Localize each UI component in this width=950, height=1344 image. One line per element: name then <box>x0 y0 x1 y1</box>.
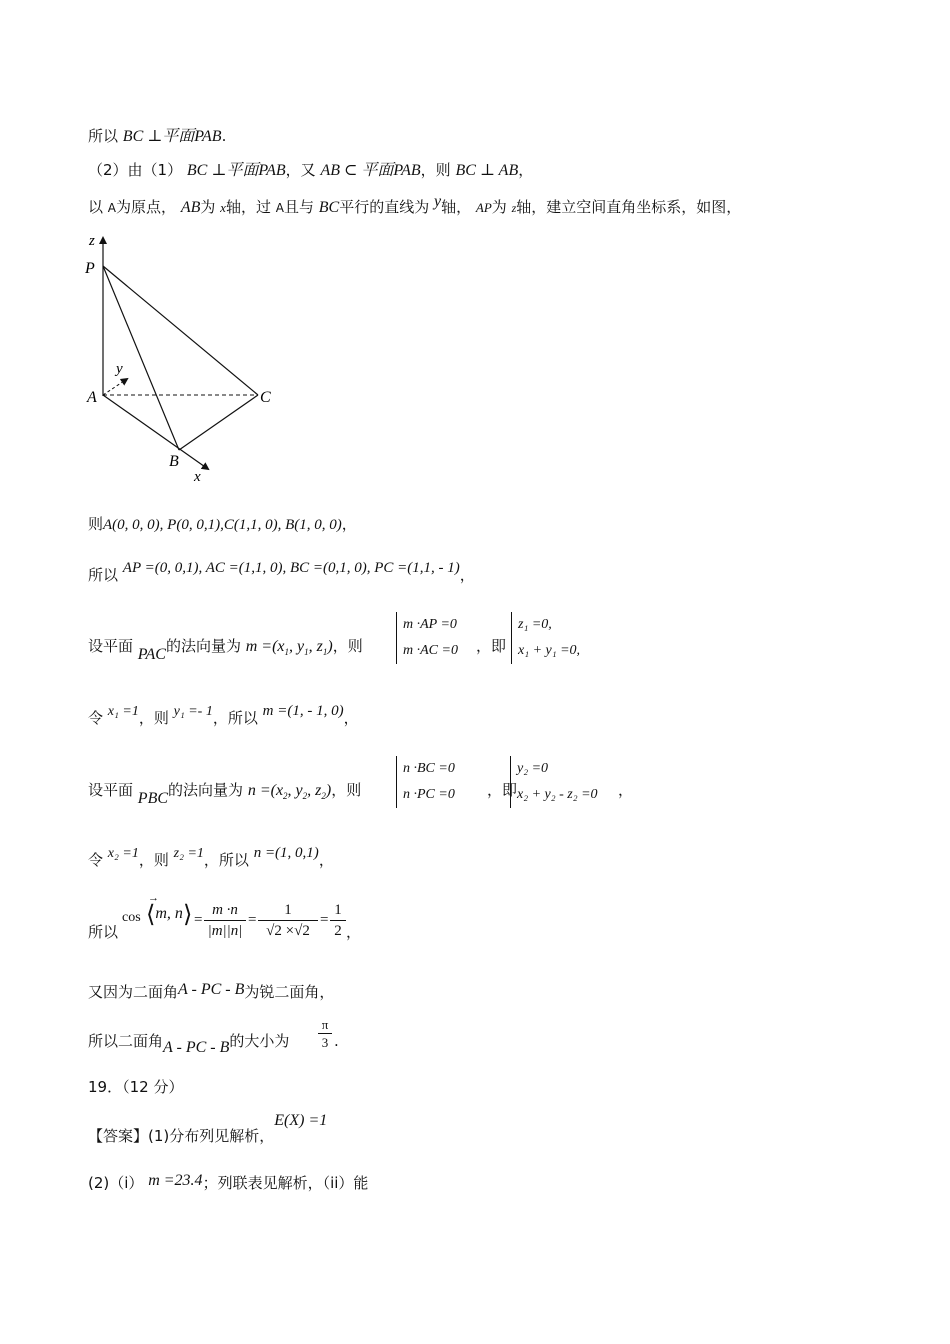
label-y: y <box>116 361 123 377</box>
line-10-end: ， <box>346 923 362 941</box>
line-9: 令 x₂ =1，则 z₂ =1，所以 n =(1, 0,1)， <box>88 845 334 869</box>
edge-bc <box>179 395 258 450</box>
label-x: x <box>194 469 201 485</box>
vector-arrow-icon: → <box>148 892 159 904</box>
y-axis <box>103 379 127 395</box>
label-a: A <box>87 389 97 406</box>
line-5: 所以 AP =(0, 0,1), AC =(1,1, 0), BC =(0,1, 0), PC =(1,1, - 1)， <box>88 560 475 584</box>
line-10-label: 所以 <box>88 923 119 941</box>
fraction-half: $\frac{1}{2}$ <box>330 900 346 941</box>
cos-angle: → ⟨m, n⟩ <box>146 892 193 928</box>
line-14: 【答案】(1)分布列见解析，E(X) =1 <box>88 1112 328 1145</box>
eq-3: = <box>320 912 329 928</box>
line-7: 令 x₁ =1，则 y₁ =- 1，所以 m =(1, - 1, 0)， <box>88 703 359 727</box>
label-c: C <box>260 389 271 406</box>
fraction-sqrt: $\frac{1}{√2 \times√2}$ <box>258 900 318 941</box>
system-pac-2: z₁ =0, x₁ + y₁ =0, <box>511 612 580 664</box>
line-8-end: ， <box>618 781 634 799</box>
label-p: P <box>85 260 95 277</box>
system-pbc-1: n ·BC =0 n ·PC =0 <box>396 756 455 808</box>
line-8: 设平面 PBC的法向量为 $n =(x_2$, $y_2$, $z_2$)，则 <box>88 781 362 807</box>
edge-pc <box>103 266 258 395</box>
tetrahedron-figure <box>82 228 272 490</box>
system-pbc-2: y₂ =0 x₂ + y₂ - z₂ =0 <box>510 756 598 808</box>
line-3: 以 A为原点， AB为 x轴，过 A且与 BC平行的直线为 y轴， AP为 z轴，建立空间直角坐标系，如图， <box>88 193 742 216</box>
cos-label: cos <box>122 910 141 925</box>
line-12-end: . <box>334 1032 339 1050</box>
line-6-ji: ，即 <box>476 637 507 655</box>
line-13: 19．（12 分） <box>88 1078 184 1096</box>
label-z: z <box>89 233 95 249</box>
x-axis <box>103 395 208 469</box>
line-11: 又因为二面角A - PC - B为锐二面角， <box>88 981 335 1001</box>
fraction-mn: $\frac{m \cdot n}{|m||n|}$ <box>204 900 246 941</box>
line-8-ji: ，即 <box>487 781 518 799</box>
line-4: 则A(0, 0, 0), P(0, 0,1),C(1,1, 0), B(1, 0, 0)， <box>88 515 357 533</box>
eq-1: = <box>194 912 203 928</box>
system-pac-1: m ·AP =0 m ·AC =0 <box>396 612 458 664</box>
line-1: 所以 BC ⊥平面PAB. <box>88 127 227 145</box>
line-12: 所以二面角A - PC - B的大小为 <box>88 1032 290 1056</box>
line-6: 设平面 PAC的法向量为 $m =(x_1$, $y_1$, $z_1$)，则 <box>88 637 363 663</box>
fraction-pi-3: $\frac{\pi}{3}$ <box>318 1016 332 1051</box>
eq-2: = <box>248 912 257 928</box>
line-15: (2)（i） m =23.4；列联表见解析，（ii）能 <box>88 1172 369 1192</box>
label-b: B <box>169 453 179 470</box>
line-2: （2）由（1） BC ⊥平面PAB，又 AB ⊂ 平面PAB，则 BC ⊥ AB， <box>88 161 534 179</box>
